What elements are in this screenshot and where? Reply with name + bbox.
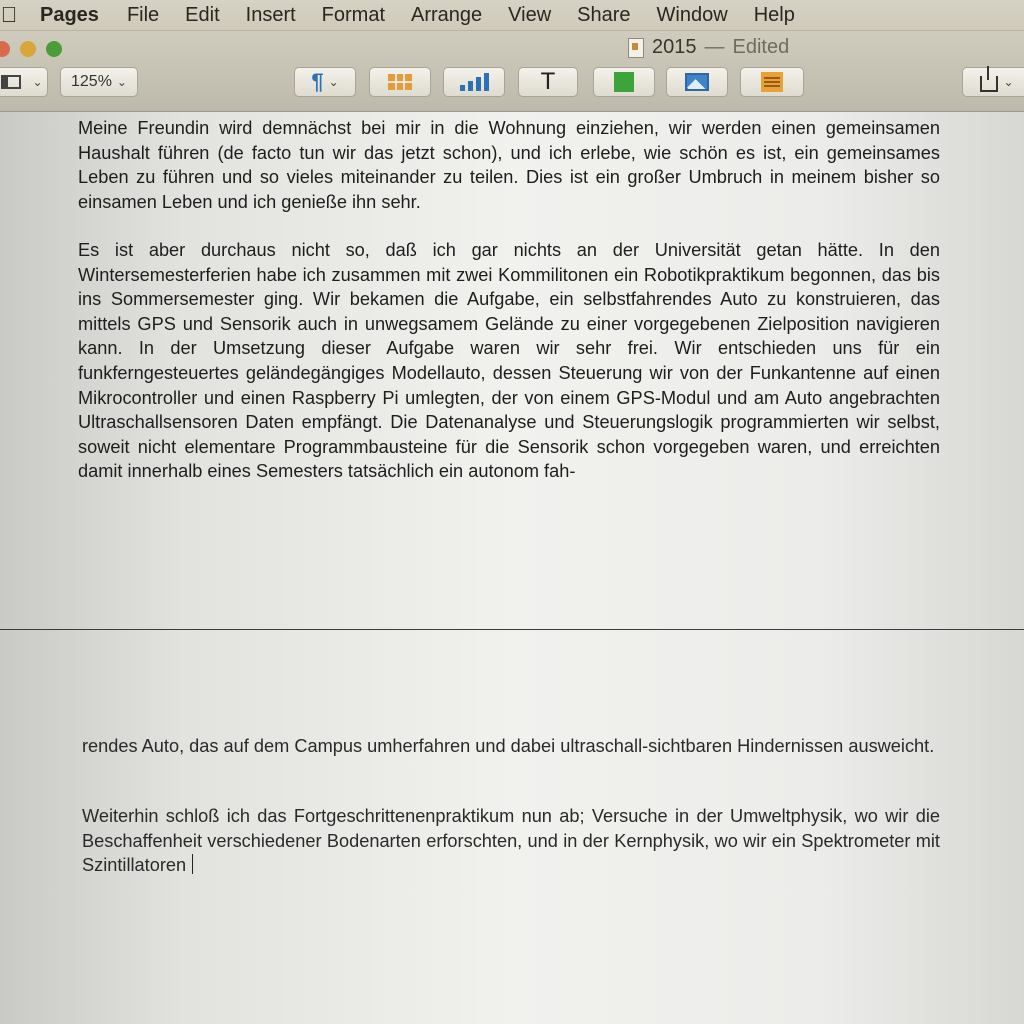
- table-button[interactable]: [369, 67, 431, 97]
- menu-file[interactable]: File: [126, 3, 160, 26]
- page-break-divider: [0, 629, 1024, 630]
- document-name: 2015: [652, 36, 697, 58]
- shape-button[interactable]: [593, 67, 655, 97]
- window-toolbar: [0, 31, 1024, 112]
- apple-icon[interactable]: [0, 2, 24, 28]
- chart-button[interactable]: [443, 67, 505, 97]
- table-icon: [388, 74, 412, 90]
- insert-button[interactable]: [294, 67, 356, 97]
- media-icon: [685, 73, 709, 91]
- body-paragraph-editing[interactable]: [82, 804, 940, 878]
- view-menu-button[interactable]: [0, 67, 48, 97]
- title-separator: —: [704, 36, 725, 58]
- chevron-down-icon: ⌄: [32, 75, 43, 89]
- menu-view[interactable]: View: [508, 3, 552, 26]
- body-paragraph-text: Weiterhin schloß ich das Fortgeschrittenenpraktikum nun ab; Versuche in der Umweltphysik, wo wir die Beschaffenheit verschiedener Bodenarten erforschten, und in der Kernphysik, wo wir ein Spektrometer mit Szintillatoren: [82, 806, 940, 876]
- minimize-window-button[interactable]: [20, 41, 36, 57]
- chart-icon: [460, 73, 489, 91]
- share-icon: [980, 76, 998, 92]
- menu-bar: [0, 0, 1024, 31]
- menu-arrange[interactable]: Arrange: [411, 3, 483, 26]
- text-box-button[interactable]: [518, 67, 578, 97]
- pages-document-icon: [628, 38, 644, 58]
- menu-window[interactable]: Window: [656, 3, 728, 26]
- window-title: [628, 36, 789, 59]
- close-window-button[interactable]: [0, 41, 10, 57]
- zoom-window-button[interactable]: [46, 41, 62, 57]
- document-canvas[interactable]: [0, 112, 1024, 1024]
- menu-app-pages[interactable]: Pages: [40, 3, 99, 26]
- text-icon: T: [540, 68, 556, 95]
- sidebar-icon: [1, 75, 21, 89]
- menu-edit[interactable]: Edit: [185, 3, 220, 26]
- menu-help[interactable]: Help: [753, 3, 795, 26]
- comment-button[interactable]: [740, 67, 804, 97]
- zoom-value: 125%: [71, 73, 112, 90]
- chevron-down-icon: ⌄: [1003, 75, 1014, 89]
- pilcrow-icon: ¶: [311, 69, 324, 94]
- menu-format[interactable]: Format: [321, 3, 386, 26]
- comment-icon: [761, 72, 783, 92]
- text-cursor: [192, 854, 193, 874]
- body-paragraph[interactable]: Es ist aber durchaus nicht so, daß ich gar nichts an der Universität getan hätte. In den Wintersemesterferien habe ich zusammen mit zwei Kommilitonen ein Robotikpraktikum begonnen, das bis ins Sommersemester ging. Wir bekamen die Aufgabe, ein selbstfahrendes Auto zu konstruieren, das mittels GPS und Sensorik auch in unwegsamem Gelände zu einer vorgegebenen Zielposition navigieren kann. In der Umsetzung dieser Aufgabe waren wir sehr frei. Wir entschieden uns für ein funkferngesteuertes geländegängiges Modellauto, dessen Steuerung wir von der Funkantenne auf einen Mikrocontroller und einen Raspberry Pi umlegten, der von einem GPS-Modul und am Auto angebrachten Ultraschallsensoren Daten empfängt. Die Datenanalyse und Steuerungslogik programmierten wir selbst, soweit nicht elementare Programmbausteine für die Sensorik schon vorgegeben waren, und erreichten damit innerhalb eines Semesters tatsächlich ein autonom fah-: [78, 240, 940, 482]
- shape-icon: [614, 72, 634, 92]
- menu-insert[interactable]: Insert: [245, 3, 296, 26]
- share-button[interactable]: [962, 67, 1024, 97]
- chevron-down-icon: ⌄: [116, 75, 127, 89]
- zoom-select[interactable]: [60, 67, 138, 97]
- edited-status: Edited: [732, 36, 790, 58]
- media-button[interactable]: [666, 67, 728, 97]
- menu-share[interactable]: Share: [577, 3, 631, 26]
- body-paragraph[interactable]: Meine Freundin wird demnächst bei mir in die Wohnung einziehen, wir werden einen gemeinsamen Haushalt führen (de facto tun wir das jetzt schon), und ich erlebe, wie schön es ist, ein gemeinsames Leben zu führen und so vieles miteinander zu teilen. Dies ist ein großer Umbruch in meinem bisher so einsamen Leben und ich genieße ihn sehr.: [78, 118, 940, 212]
- window-controls: [0, 41, 62, 57]
- body-paragraph[interactable]: rendes Auto, das auf dem Campus umherfahren und dabei ultraschall-sichtbaren Hindernissen ausweicht.: [82, 736, 935, 756]
- chevron-down-icon: ⌄: [328, 75, 339, 89]
